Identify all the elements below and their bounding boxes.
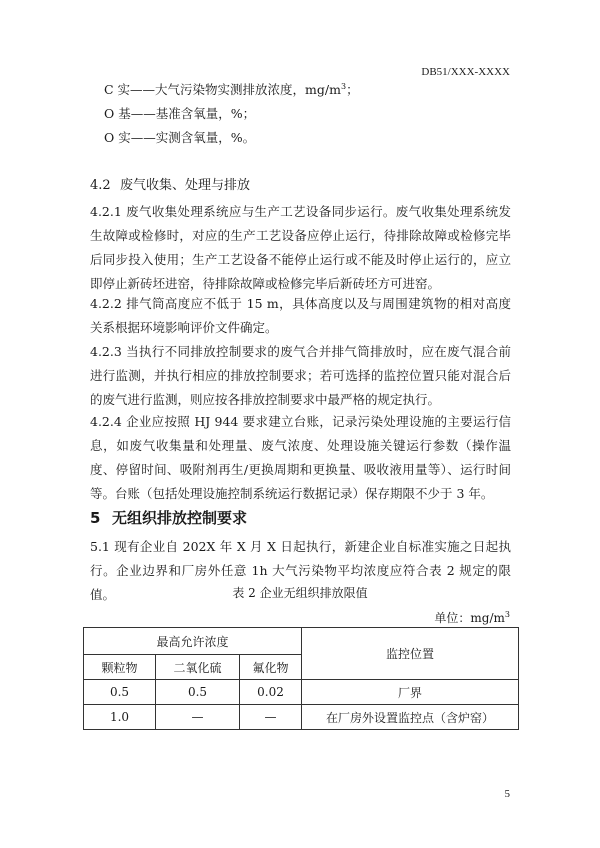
section-heading-4-2 — [90, 176, 250, 196]
section-number: 5 — [90, 509, 101, 527]
table-unit — [434, 609, 510, 627]
clause-4-2-4 — [90, 410, 511, 506]
table-cell-location: 厂界 — [302, 680, 519, 705]
table-cell-location: 在厂房外设置监控点（含炉窑） — [302, 705, 519, 730]
definition-text: ——大气污染物实测排放浓度，mg/m — [130, 82, 341, 97]
unit-label: 单位：mg/m — [434, 611, 505, 625]
definition-o-measured — [104, 128, 255, 148]
section-title: 无组织排放控制要求 — [112, 509, 248, 527]
clause-number: 4.2.3 — [90, 344, 122, 359]
clause-number: 4.2.4 — [90, 414, 122, 429]
clause-number: 5.1 — [90, 539, 110, 554]
max-concentration-header: 最高允许浓度 — [84, 628, 302, 655]
column-header: 氟化物 — [240, 655, 302, 680]
table-cell: — — [240, 705, 302, 730]
clause-number: 4.2.2 — [90, 296, 122, 311]
clause-4-2-1 — [90, 200, 511, 296]
definition-o-reference — [104, 104, 255, 124]
clause-text: 现有企业自 202X 年 X 月 X 日起执行，新建企业自标准实施之日起执行。企业边界和厂房外任意 1h 大气污染物平均浓度应符合表 2 规定的限值。 — [90, 539, 511, 602]
definition-symbol: C 实 — [104, 82, 131, 97]
table-cell: — — [156, 705, 240, 730]
document-code: DB51/XXX-XXXX — [421, 66, 510, 78]
column-header: 二氧化硫 — [156, 655, 240, 680]
section-number: 4.2 — [90, 178, 111, 193]
definition-symbol: O 实 — [104, 130, 131, 145]
table-row — [84, 705, 519, 730]
clause-text: 废气收集处理系统应与生产工艺设备同步运行。废气收集处理系统发生故障或检修时，对应的生产工艺设备应停止运行，待排除故障或检修完毕后同步投入使用；生产工艺设备不能停止运行或不能及时停止运行的，应立即停止新砖坯进窑，待排除故障或检修完毕后新砖坯方可进窑。 — [90, 204, 511, 291]
clause-number: 4.2.1 — [90, 204, 122, 219]
clause-text: 企业应按照 HJ 944 要求建立台账，记录污染处理设施的主要运行信息，如废气收集量和处理量、废气浓度、处理设施关键运行参数（操作温度、停留时间、吸附剂再生/更换周期和更换量、吸收液用量等）、运行时间等。台账（包括处理设施控制系统运行数据记录）保存期限不少于 3 年。 — [90, 414, 511, 501]
table-cell: 0.5 — [156, 680, 240, 705]
table-header-row — [84, 628, 519, 655]
definition-tail: ； — [346, 82, 359, 97]
section-title: 废气收集、处理与排放 — [120, 178, 251, 193]
clause-text: 当执行不同排放控制要求的废气合并排气筒排放时，应在废气混合前进行监测，并执行相应的排放控制要求；若可选择的监控位置只能对混合后的废气进行监测，则应按各排放控制要求中最严格的规定执行。 — [90, 344, 511, 407]
table-caption: 表 2 企业无组织排放限值 — [232, 586, 368, 600]
section-heading-5 — [90, 507, 247, 529]
page-number: 5 — [504, 788, 510, 800]
column-header: 颗粒物 — [84, 655, 156, 680]
definition-text: ——实测含氧量，%。 — [130, 130, 256, 145]
monitoring-location-header: 监控位置 — [302, 628, 519, 680]
unit-superscript: 3 — [504, 610, 510, 619]
clause-4-2-3 — [90, 340, 511, 412]
table-row — [84, 680, 519, 705]
definition-text: ——基准含氧量，%； — [130, 106, 256, 121]
clause-text: 排气筒高度应不低于 15 m，具体高度以及与周围建筑物的相对高度关系根据环境影响评价文件确定。 — [90, 296, 511, 335]
definition-symbol: O 基 — [104, 106, 131, 121]
emission-limits-table — [83, 627, 519, 730]
clause-4-2-2 — [90, 292, 511, 340]
definition-superscript: 3 — [340, 81, 347, 91]
definition-c-measured — [104, 80, 359, 100]
table-cell: 1.0 — [84, 705, 156, 730]
table-cell: 0.02 — [240, 680, 302, 705]
table-cell: 0.5 — [84, 680, 156, 705]
